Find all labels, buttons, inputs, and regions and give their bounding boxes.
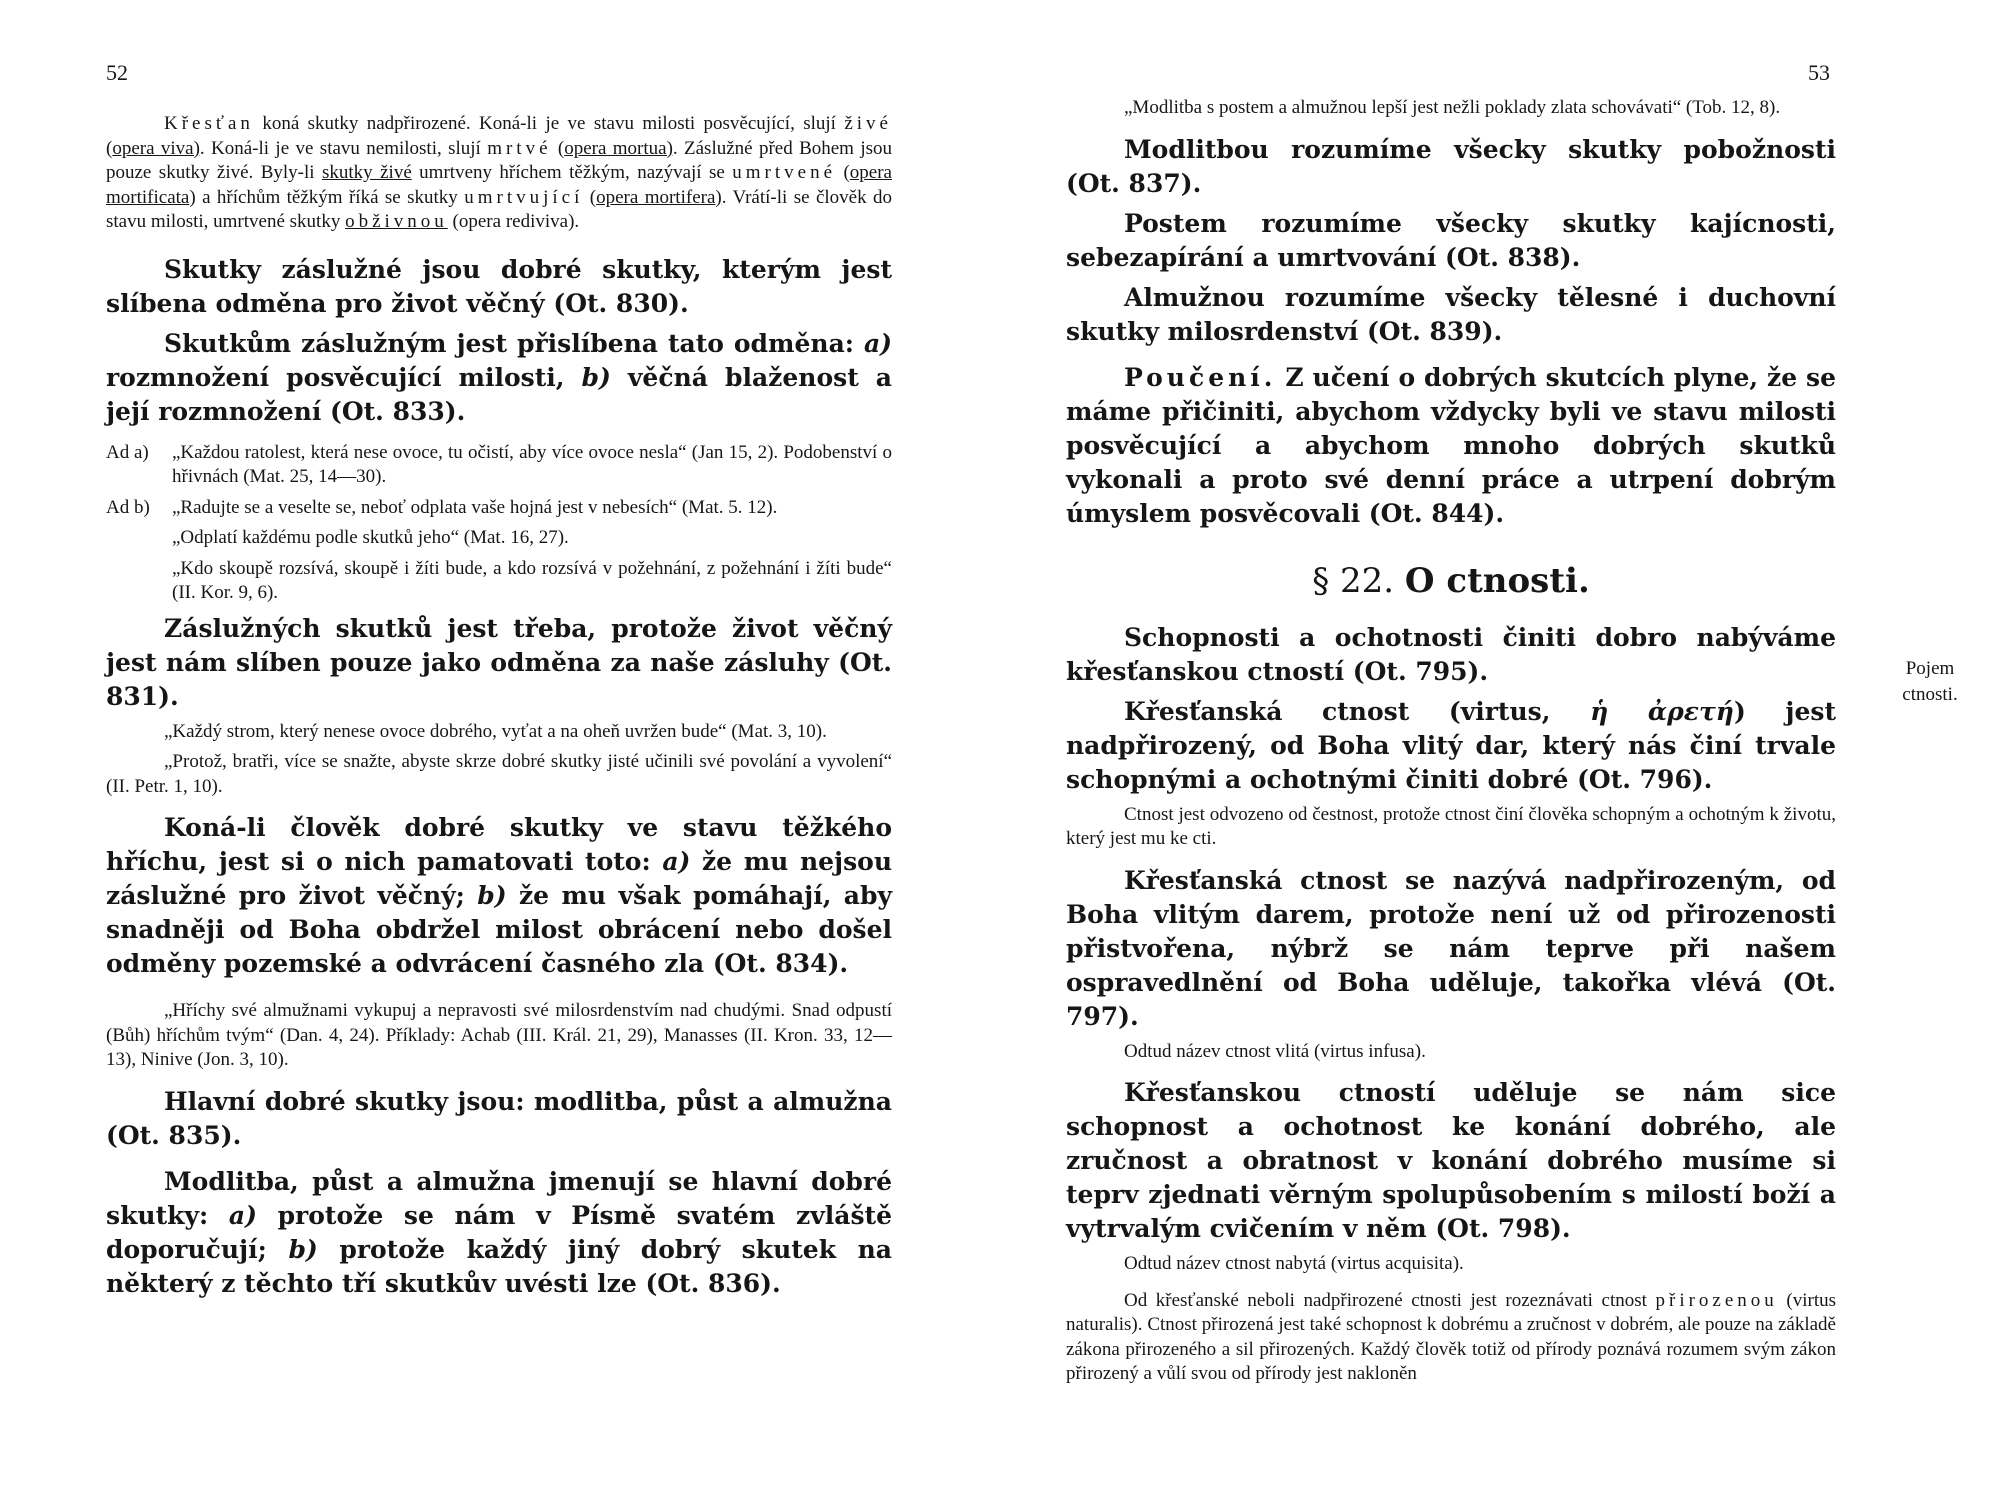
margin-note: Pojem ctnosti. bbox=[1902, 658, 1958, 705]
paragraph-infused-virtue: Odtud název ctnost vlitá (virtus infusa). bbox=[1124, 1040, 1426, 1062]
quote-mat-3: „Každý strom, který nenese ovoce dobrého, vyťat a na oheň uvržen bude“ (Mat. 3, 10). bbox=[164, 720, 827, 742]
page-number: 53 bbox=[1808, 60, 1830, 85]
paragraph-almsgiving: Almužnou rozumíme všecky tělesné i duchovní skutky milosrdenství (Ot. 839). bbox=[1066, 282, 1836, 346]
paragraph-living-works: Křesťan koná skutky nadpřirozené. Koná-li je ve stavu milosti posvěcující, slují živé (opera viva). Koná-li je ve stavu nemilosti, slují mrtvé (opera mortua). Záslužné před Bohem jsou pouze skutky živé. Byly-li skutky živé umrtveny hříchem těžkým, nazývají se umrtvené (opera mortificata) a hříchům těžkým říká se skutky umrtvující (opera mortifera). Vrátí-li se člověk do stavu milosti, umrtvené skutky obživnou (opera rediviva). bbox=[106, 113, 892, 232]
ad-b-quote: Ad b) „Radujte se a veselte se, neboť odplata vaše hojná jest v nebesích“ (Mat. 5. 12). bbox=[106, 496, 778, 518]
paragraph-skill: Křesťanskou ctností uděluje se nám sice schopnost a ochotnost ke konání dobrého, ale zručnost a obratnost v konání dobrého musíme si teprv zjednati věrným spolupůsobením s milostí boží a vytrvalým cvičením v něm (Ot. 798). bbox=[1066, 1078, 1836, 1243]
quote-dan-4: „Hříchy své almužnami vykupuj a nepravosti své milosrdenstvím nad chudými. Snad odpustí (Bůh) hříchům tvým“ (Dan. 4, 24). Příklady: Achab (III. Král. 21, 29), Manasses (II. Kron. 33, 12—13), Ninive (Jon. 3, 10). bbox=[106, 1000, 892, 1070]
paragraph-etymology: Ctnost jest odvozeno od čestnost, protože ctnost činí člověka schopným a ochotným k životu, který jest mu ke cti. bbox=[1066, 803, 1836, 849]
paragraph-main-works: Hlavní dobré skutky jsou: modlitba, půst a almužna (Ot. 835). bbox=[106, 1086, 892, 1150]
paragraph-meritorious-works: Skutky záslužné jsou dobré skutky, kterým jest slíbena odměna pro život věčný (Ot. 830). bbox=[106, 254, 892, 318]
paragraph-christian-virtue: Křesťanská ctnost (virtus, ἡ ἀρετή) jest nadpřirozený, od Boha vlitý dar, který nás činí trvale schopnými a ochotnými činiti dobré (Ot. 796). bbox=[1066, 696, 1836, 794]
page-53 bbox=[1000, 0, 1992, 1500]
section-heading: § 22. O ctnosti. bbox=[1312, 560, 1590, 601]
paragraph-acquired-virtue: Odtud název ctnost nabytá (virtus acquisita). bbox=[1124, 1253, 1464, 1274]
ad-a-quote: Ad a) „Každou ratolest, která nese ovoce, tu očistí, aby více ovoce nesla“ (Jan 15, 2). Podobenství o hřivnách (Mat. 25, 14—30). bbox=[106, 441, 892, 487]
paragraph-fasting: Postem rozumíme všecky skutky kajícnosti, sebezapírání a umrtvování (Ot. 838). bbox=[1066, 208, 1836, 272]
quote-petr-1: „Protož, bratři, více se snažte, abyste skrze dobré skutky jisté učinili své povolání a vyvolení“ (II. Petr. 1, 10). bbox=[106, 751, 892, 797]
quote-tob-12: „Modlitba s postem a almužnou lepší jest nežli poklady zlata schovávati“ (Tob. 12, 8). bbox=[1124, 97, 1781, 118]
page-number: 52 bbox=[106, 60, 128, 85]
paragraph-why-needed: Záslužných skutků jest třeba, protože život věčný jest nám slíben pouze jako odměna za naše zásluhy (Ot. 831). bbox=[106, 613, 892, 711]
paragraph-lesson: Poučení. Z učení o dobrých skutcích plyne, že se máme přičiniti, abychom vždycky byli ve stavu milosti posvěcující a abychom mnoho dobrých skutků vykonali a proto své denní práce a utrpení dobrým úmyslem posvěcovali (Ot. 844). bbox=[1066, 362, 1836, 528]
paragraph-mortal-sin: Koná-li člověk dobré skutky ve stavu těžkého hříchu, jest si o nich pamatovati toto: a) že mu nejsou záslužné pro život věčný; b) že mu však pomáhají, aby snadněji od Boha obdržel milost obrácení nebo došel odměny pozemské a odvrácení časného zla (Ot. 834). bbox=[106, 813, 892, 978]
text-column bbox=[106, 112, 892, 1301]
quote-mat-16: „Odplatí každému podle skutků jeho“ (Mat. 16, 27). bbox=[172, 527, 569, 548]
paragraph-reward: Skutkům záslužným jest přislíbena tato odměna: a) rozmnožení posvěcující milosti, b) věčná blaženost a její rozmnožení (Ot. 833). bbox=[106, 328, 892, 426]
paragraph-prayer: Modlitbou rozumíme všecky skutky pobožnosti (Ot. 837). bbox=[1066, 134, 1836, 198]
quote-kor-9: „Kdo skoupě rozsívá, skoupě i žíti bude, a kdo rozsívá v požehnání, z požehnání i žíti bude“ (II. Kor. 9, 6). bbox=[172, 557, 892, 603]
text-column bbox=[1066, 96, 1836, 1387]
paragraph-virtue-definition: Schopnosti a ochotnosti činiti dobro nabýváme křesťanskou ctností (Ot. 795). bbox=[1066, 622, 1836, 686]
paragraph-natural-virtue: Od křesťanské neboli nadpřirozené ctnosti jest rozeznávati ctnost přirozenou (virtus naturalis). Ctnost přirozená jest také schopnost k dobrému a zručnost v dobrém, ale pouze na základě zákona přirozeného a sil přirozených. Každý člověk totiž od přírody poznává rozumem svým zákon přirozený a vůlí svou od přírody jest nakloněn bbox=[1066, 1289, 1836, 1384]
paragraph-supernatural: Křesťanská ctnost se nazývá nadpřirozeným, od Boha vlitým darem, protože není už od přirozenosti přistvořena, nýbrž se nám teprve při našem ospravedlnění od Boha uděluje, takořka vlévá (Ot. 797). bbox=[1066, 865, 1836, 1031]
paragraph-main-works-why: Modlitba, půst a almužna jmenují se hlavní dobré skutky: a) protože se nám v Písmě svatém zvláště doporučují; b) protože každý jiný dobrý skutek na některý z těchto tří skutkův uvésti lze (Ot. 836). bbox=[106, 1166, 893, 1298]
